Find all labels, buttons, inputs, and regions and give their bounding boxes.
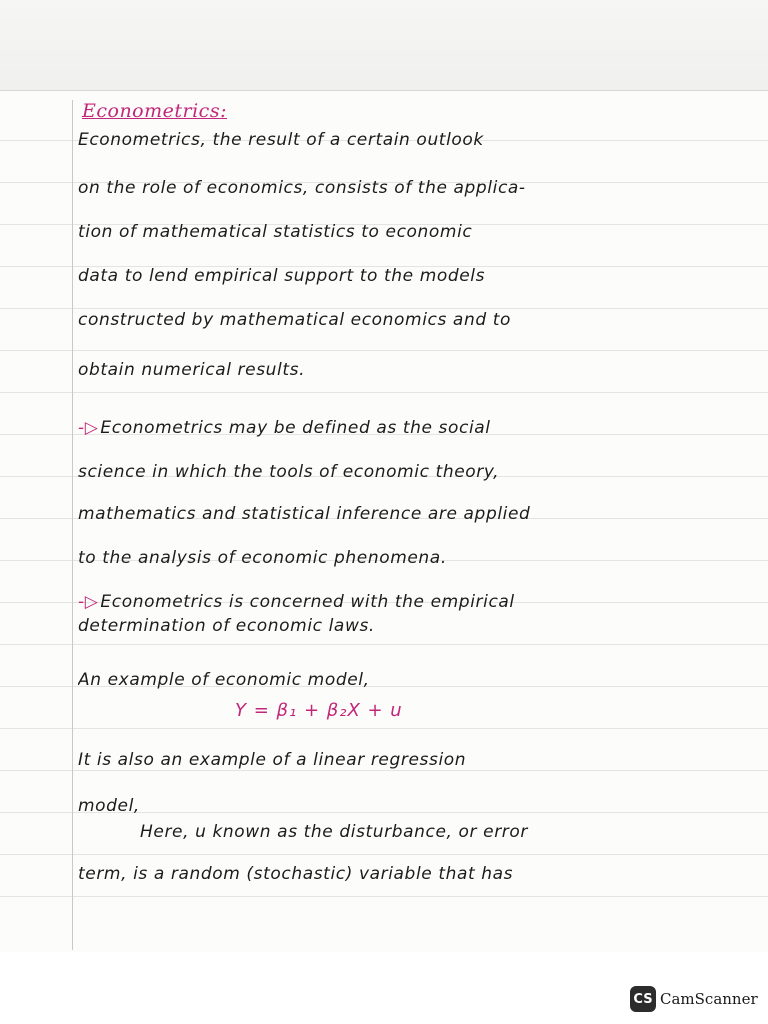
arrow-bullet-icon: -▷ bbox=[78, 418, 99, 438]
margin-line bbox=[72, 100, 73, 950]
rule-line bbox=[0, 896, 768, 897]
text-line: An example of economic model, bbox=[78, 670, 370, 690]
rule-line bbox=[0, 728, 768, 729]
text-line: to the analysis of economic phenomena. bbox=[78, 548, 447, 568]
text-line: term, is a random (stochastic) variable that has bbox=[78, 864, 514, 884]
text-line: on the role of economics, consists of the applica- bbox=[78, 178, 526, 198]
bullet-line bbox=[78, 592, 764, 612]
text-line: Econometrics may be defined as the social bbox=[100, 418, 491, 438]
text-line: Econometrics is concerned with the empirical bbox=[100, 592, 515, 612]
camscanner-logo-icon: CS bbox=[630, 986, 656, 1012]
rule-line bbox=[0, 392, 768, 393]
text-line: constructed by mathematical economics and to bbox=[78, 310, 511, 330]
camscanner-label: CamScanner bbox=[660, 990, 758, 1008]
rule-line bbox=[0, 770, 768, 771]
text-line: obtain numerical results. bbox=[78, 360, 306, 380]
rule-line bbox=[0, 350, 768, 351]
top-page-edge bbox=[0, 0, 768, 91]
text-line: tion of mathematical statistics to economic bbox=[78, 222, 473, 242]
text-line: Here, u known as the disturbance, or error bbox=[140, 822, 528, 842]
text-line: determination of economic laws. bbox=[78, 616, 375, 636]
text-line: Econometrics, the result of a certain outlook bbox=[78, 130, 484, 150]
bullet-line bbox=[78, 418, 764, 438]
text-line: mathematics and statistical inference are applied bbox=[78, 504, 531, 524]
text-line: science in which the tools of economic theory, bbox=[78, 462, 500, 482]
text-line: data to lend empirical support to the models bbox=[78, 266, 486, 286]
page-title: Econometrics: bbox=[82, 100, 227, 122]
rule-line bbox=[0, 308, 768, 309]
regression-equation: Y = β₁ + β₂X + u bbox=[235, 700, 403, 721]
text-line: It is also an example of a linear regression bbox=[78, 750, 467, 770]
camscanner-watermark bbox=[630, 986, 758, 1012]
rule-line bbox=[0, 644, 768, 645]
arrow-bullet-icon: -▷ bbox=[78, 592, 99, 612]
rule-line bbox=[0, 854, 768, 855]
text-line: model, bbox=[78, 796, 140, 816]
